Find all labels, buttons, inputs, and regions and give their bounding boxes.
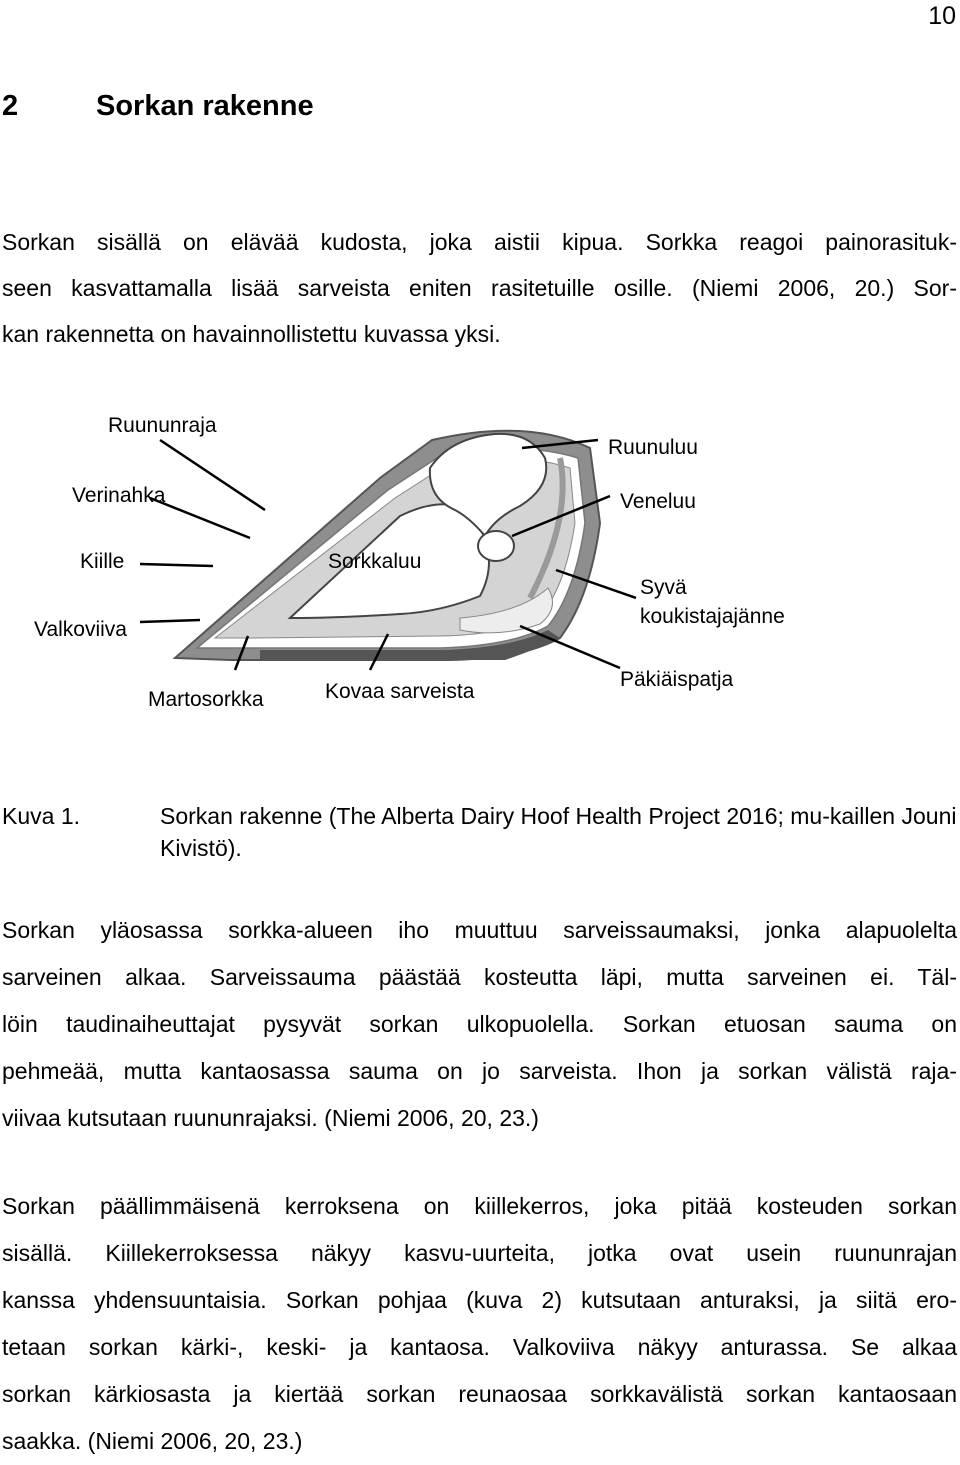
text-line: kan rakennetta on havainnollistettu kuvassa yksi. [2, 321, 501, 347]
label-pakiaispatja: Päkiäispatja [620, 668, 734, 691]
text-line: Sorkan päällimmäisenä kerroksena on kiillekerros, joka pitää kosteuden sorkan [2, 1193, 957, 1219]
text-line: sisällä. Kiillekerroksessa näkyy kasvu-uurteita, jotka ovat usein ruununrajan [2, 1240, 957, 1266]
text-line: viivaa kutsutaan ruununrajaksi. (Niemi 2006, 20, 23.) [2, 1105, 539, 1131]
section-number: 2 [2, 90, 19, 122]
text-line: saakka. (Niemi 2006, 20, 23.) [2, 1428, 303, 1454]
text-line: sarveinen alkaa. Sarveissauma päästää kosteutta läpi, mutta sarveinen ei. Täl- [2, 964, 957, 990]
section-heading [2, 90, 314, 123]
label-sorkkaluu: Sorkkaluu [328, 550, 422, 573]
label-verinahka: Verinahka [72, 484, 166, 507]
text-line: kanssa yhdensuuntaisia. Sorkan pohjaa (kuva 2) kutsutaan anturaksi, ja siitä ero- [2, 1287, 957, 1313]
text-line: seen kasvattamalla lisää sarveista eniten rasitetuille osille. (Niemi 2006, 20.) Sor- [2, 275, 957, 301]
label-kovaa-sarveista: Kovaa sarveista [325, 680, 475, 703]
paragraph-intro [2, 219, 957, 357]
label-kiille: Kiille [80, 550, 125, 573]
text-line: sorkan kärkiosasta ja kiertää sorkan reunaosaa sorkkavälistä sorkan kantaosaan [2, 1381, 957, 1407]
label-veneluu: Veneluu [620, 490, 696, 513]
section-title: Sorkan rakenne [96, 90, 314, 122]
paragraph-seam [2, 907, 957, 1142]
hoof-diagram [0, 398, 960, 738]
text-line: Sorkan sisällä on elävää kudosta, joka aistii kipua. Sorkka reagoi painorasituk- [2, 229, 957, 255]
text-line: pehmeää, mutta kantaosassa sauma on jo sarveista. Ihon ja sorkan välistä raja- [2, 1058, 957, 1084]
label-syva: Syvä [640, 576, 687, 599]
caption-label: Kuva 1. [2, 803, 80, 829]
label-koukistajajanne: koukistajajänne [640, 605, 785, 628]
label-ruunuluu: Ruunuluu [608, 436, 698, 459]
paragraph-enamel [2, 1183, 957, 1465]
text-line: löin taudinaiheuttajat pysyvät sorkan ulkopuolella. Sorkan etuosan sauma on [2, 1011, 957, 1037]
figure-caption [2, 800, 957, 864]
navicular-bone-shape [478, 531, 514, 561]
text-line: tetaan sorkan kärki-, keski- ja kantaosa. Valkoviiva näkyy anturassa. Se alkaa [2, 1334, 957, 1360]
label-martosorkka: Martosorkka [148, 688, 264, 711]
label-ruununraja: Ruununraja [108, 414, 217, 437]
page-number: 10 [928, 2, 956, 30]
hoof-structure-figure [0, 398, 960, 738]
label-valkoviiva: Valkoviiva [34, 618, 127, 641]
caption-text: Sorkan rakenne (The Alberta Dairy Hoof Health Project 2016; mu-kaillen Jouni Kivistö). [160, 803, 957, 861]
text-line: Sorkan yläosassa sorkka-alueen iho muuttuu sarveissaumaksi, jonka alapuolelta [2, 917, 957, 943]
